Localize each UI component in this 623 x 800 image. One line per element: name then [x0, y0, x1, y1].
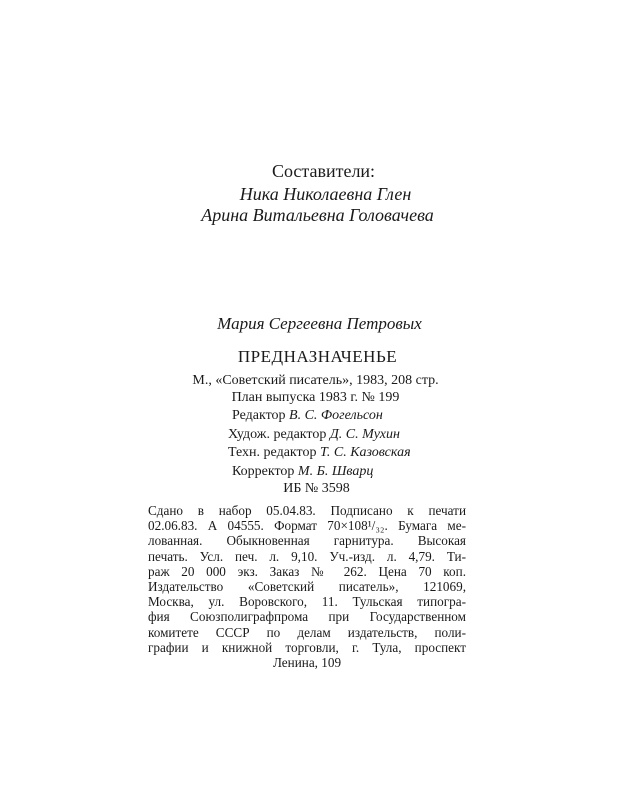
compiler-name: Арина Витальевна Головачева	[201, 205, 434, 225]
publication-info	[0, 372, 623, 406]
author-name: Мария Сергеевна Петровых	[217, 314, 422, 333]
staff-row-art-editor	[228, 426, 411, 445]
imprint-line: Сдано в набор 05.04.83. Подписано к печати	[148, 503, 466, 518]
imprint-line: Издательство «Советский писатель», 121069,	[148, 579, 466, 595]
staff-person: Т. С. Казовская	[319, 445, 411, 460]
ib-number: ИБ № 3598	[283, 481, 350, 496]
staff-role: Редактор	[232, 408, 286, 423]
staff-person: В. С. Фогельсон	[289, 408, 383, 423]
staff-role: Техн. редактор	[228, 445, 317, 460]
imprint-line: комитете СССР по делам издательств, поли-	[148, 624, 466, 640]
staff-row-tech-editor	[228, 444, 411, 463]
imprint-line: Ленина, 109	[272, 655, 342, 671]
staff-role: Корректор	[232, 463, 295, 479]
compilers-heading: Составители:	[271, 161, 376, 181]
staff-role: Худож. редактор	[228, 426, 327, 442]
staff-credits	[228, 407, 411, 481]
imprint-line: раж 20 000 экз. Заказ № 262. Цена 70 коп.	[148, 563, 466, 579]
imprint-line: Москва, ул. Воровского, 11. Тульская типогра-	[148, 594, 466, 610]
staff-row-editor	[228, 407, 411, 426]
publisher-line: М., «Советский писатель», 1983, 208 стр.	[192, 373, 439, 388]
staff-person: Д. С. Мухин	[329, 426, 400, 442]
release-plan-line: План выпуска 1983 г. № 199	[231, 390, 400, 405]
imprint-block	[148, 503, 466, 670]
compiler-name: Ника Николаевна Глен	[239, 184, 412, 204]
book-title: ПРЕДНАЗНАЧЕНЬЕ	[237, 347, 398, 366]
imprint-line: фия Союзполиграфпрома при Государственном	[148, 609, 466, 625]
imprint-line: графии и книжной торговли, г. Тула, проспект	[148, 639, 466, 655]
imprint-line: печать. Усл. печ. л. 9,10. Уч.-изд. л. 4,79. Ти-	[148, 548, 466, 564]
imprint-line: 02.06.83. А 04555. Формат 70×108¹/₃₂. Бумага ме-	[148, 518, 466, 534]
staff-row-proofreader	[228, 463, 411, 482]
imprint-line: лованная. Обыкновенная гарнитура. Высокая	[148, 533, 466, 549]
staff-person: М. Б. Шварц	[297, 463, 374, 479]
